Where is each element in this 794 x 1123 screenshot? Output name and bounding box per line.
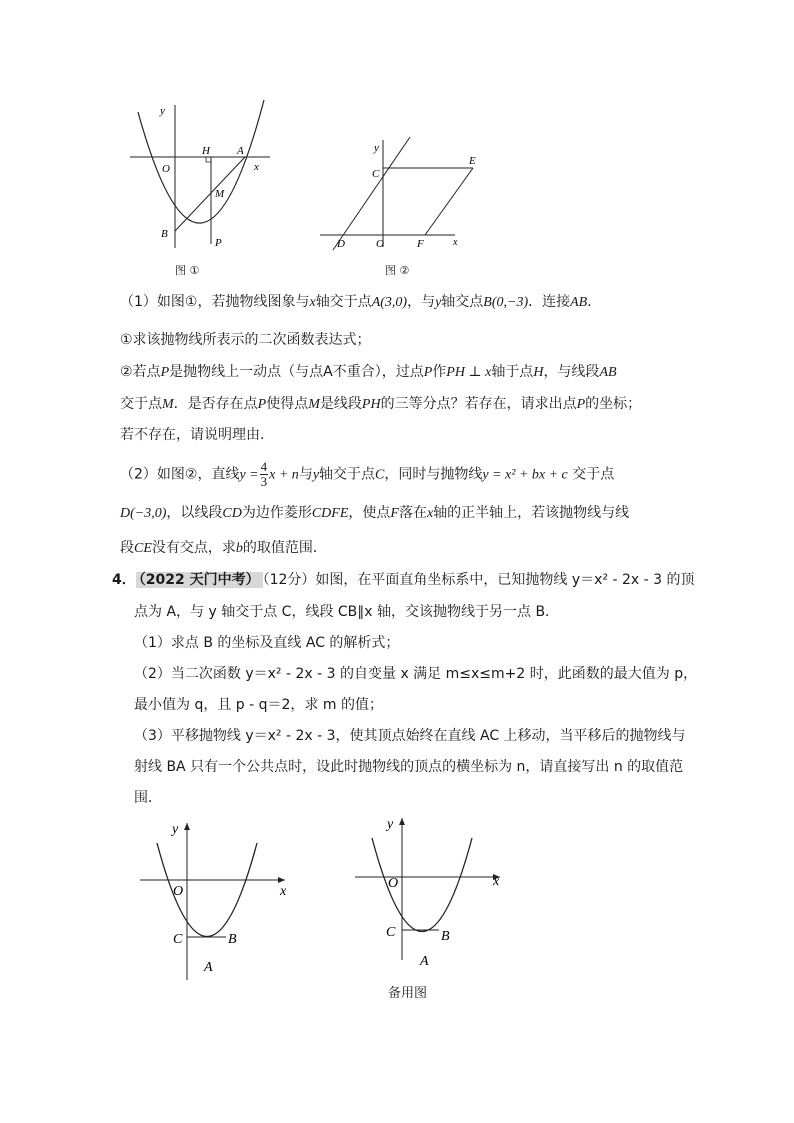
q4-item3-a: （3）平移抛物线 y＝x² - 2x - 3，使其顶点始终在直线 AC 上移动，当平移后的抛物线与 (134, 728, 686, 744)
rhombus-CDFE: CDFE (311, 506, 349, 521)
text: ．是否存在点 (173, 396, 258, 412)
text: 落在 (398, 505, 427, 521)
fig2-label-C: C (372, 168, 380, 180)
q4-item3-c: 围． (134, 790, 162, 806)
q4-line1 (112, 570, 695, 590)
fig4-label-B: B (441, 929, 450, 944)
perp-PH: PH ⊥ x (446, 365, 492, 380)
point-D: D(−3,0) (120, 506, 167, 521)
segment-CE: CE (134, 541, 152, 556)
text: 交于点 (572, 466, 615, 483)
denominator: 3 (260, 474, 268, 489)
segment-AB: AB (570, 295, 588, 310)
fig2-label-D: D (337, 238, 345, 250)
q3-sub2-line2 (120, 394, 641, 415)
text: 使得点 (266, 396, 309, 412)
score: （12分） (262, 572, 316, 588)
text: ，以线段 (166, 505, 223, 521)
point-P: P (576, 397, 586, 412)
text: 轴于点 (491, 364, 534, 380)
fig1-label-x: x (254, 161, 259, 173)
fig2-label-O: O (376, 238, 384, 250)
var-b: b (235, 541, 243, 556)
var-x: x (309, 295, 316, 310)
fig2-label-E: E (469, 155, 476, 167)
text: 轴交于点 (319, 466, 376, 483)
equation: x + n (269, 467, 299, 483)
text: 是线段 (319, 396, 362, 412)
point-H: H (533, 365, 544, 380)
text: 轴交于点 (315, 294, 372, 310)
point-P: P (423, 365, 433, 380)
segment-AB: AB (599, 365, 617, 380)
figure-2 (315, 135, 475, 255)
fig1-label-H: H (202, 145, 210, 157)
point-M: M (162, 397, 174, 412)
text: 作 (432, 364, 447, 380)
point-P: P (160, 365, 170, 380)
point-M: M (308, 397, 320, 412)
text: （1）如图①，若抛物线图象与 (120, 294, 310, 310)
figure-1-caption: 图 ① (175, 264, 200, 277)
point-B: B(0,−3) (483, 295, 529, 310)
point-P: P (257, 397, 267, 412)
figure-backup-caption: 备用图 (388, 986, 428, 1001)
question-text: 如图，在平面直角坐标系中，已知抛物线 y＝x² - 2x - 3 的顶 (315, 572, 695, 588)
q3-sub2-line1 (120, 362, 617, 383)
fraction (260, 460, 269, 489)
text: 没有交点，求 (151, 540, 236, 556)
fig2-label-F: F (417, 238, 424, 250)
fig2-label-x: x (453, 237, 458, 248)
q3-sub2-line3: 若不存在，请说明理由． (120, 427, 274, 443)
text: 的取值范围． (242, 540, 327, 556)
question-number: 4． (112, 572, 136, 588)
text: ，同时与抛物线 (384, 466, 483, 483)
figure-1 (120, 100, 280, 260)
segment-PH: PH (361, 397, 381, 412)
fig1-label-A: A (237, 145, 244, 157)
fig2-label-y: y (374, 142, 379, 154)
q4-item2-b: 最小值为 q，且 p - q＝2，求 m 的值； (134, 697, 383, 713)
segment-CD: CD (222, 506, 242, 521)
fig1-label-B: B (161, 228, 168, 240)
point-F: F (390, 506, 399, 521)
text: 段 (120, 540, 134, 556)
fig3-label-A: A (204, 960, 213, 975)
text: （2）如图②，直线 (120, 466, 240, 483)
q4-line2: 点为 A，与 y 轴交于点 C，线段 CB∥x 轴，交该抛物线于另一点 B． (134, 604, 560, 620)
text: 为边作菱形 (241, 505, 312, 521)
q3-part2-line3 (120, 538, 327, 559)
fig4-label-O: O (388, 876, 399, 891)
text: ，使点 (348, 505, 391, 521)
parabola-equation: y = x² + bx + c (482, 467, 568, 483)
text: 的坐标； (585, 396, 642, 412)
text: 是抛物线上一动点（与点A不重合），过点 (169, 364, 424, 380)
fig1-label-O: O (162, 163, 170, 175)
numerator: 4 (260, 459, 268, 474)
figure-4 (350, 810, 515, 980)
figure-2-caption: 图 ② (385, 264, 410, 277)
text: 与 (298, 466, 313, 483)
fig1-label-y: y (160, 105, 165, 117)
q3-part1 (120, 292, 601, 313)
q4-item2-a: （2）当二次函数 y＝x² - 2x - 3 的自变量 x 满足 m≤x≤m+2 时，此函数的最大值为 p， (134, 666, 698, 682)
q3-sub1: ①求该抛物线所表示的二次函数表达式； (120, 332, 371, 348)
fig1-label-P: P (215, 237, 222, 249)
text: ．连接 (528, 294, 571, 310)
text: 轴的正半轴上，若该抛物线与线 (433, 505, 630, 521)
fig3-label-O: O (173, 884, 184, 899)
var-y: y (435, 295, 442, 310)
q4-item1: （1）求点 B 的坐标及直线 AC 的解析式； (134, 635, 400, 651)
text: 交于点 (120, 396, 162, 412)
q3-part2-line1 (120, 460, 614, 489)
figure-3 (135, 815, 300, 985)
q4-item3-b: 射线 BA 只有一个公共点时，设此时抛物线的顶点的横坐标为 n，请直接写出 n 的取值范 (134, 759, 684, 775)
text: ． (587, 294, 602, 310)
equation: y = (239, 467, 259, 483)
text: ，与 (407, 294, 436, 310)
fig3-label-B: B (228, 932, 237, 947)
source-tag: （2022 天门中考） (136, 572, 263, 588)
fig1-label-M: M (215, 188, 225, 200)
fig4-label-C: C (386, 925, 396, 940)
fig3-label-C: C (173, 932, 183, 947)
var-y: y (312, 467, 320, 483)
fig4-label-y: y (387, 817, 394, 832)
q3-part2-line2 (120, 503, 629, 524)
var-x: x (426, 506, 434, 521)
fig3-label-x: x (280, 884, 287, 899)
fig4-label-x: x (493, 874, 500, 889)
text: 的三等分点？若存在，请求出点 (380, 396, 577, 412)
text: ，与线段 (543, 364, 600, 380)
fig4-label-A: A (420, 954, 429, 969)
text: ②若点 (120, 364, 161, 380)
point-C: C (375, 467, 385, 483)
point-A: A(3,0) (371, 295, 408, 310)
text: 轴交点 (441, 294, 484, 310)
fig3-label-y: y (172, 822, 179, 837)
